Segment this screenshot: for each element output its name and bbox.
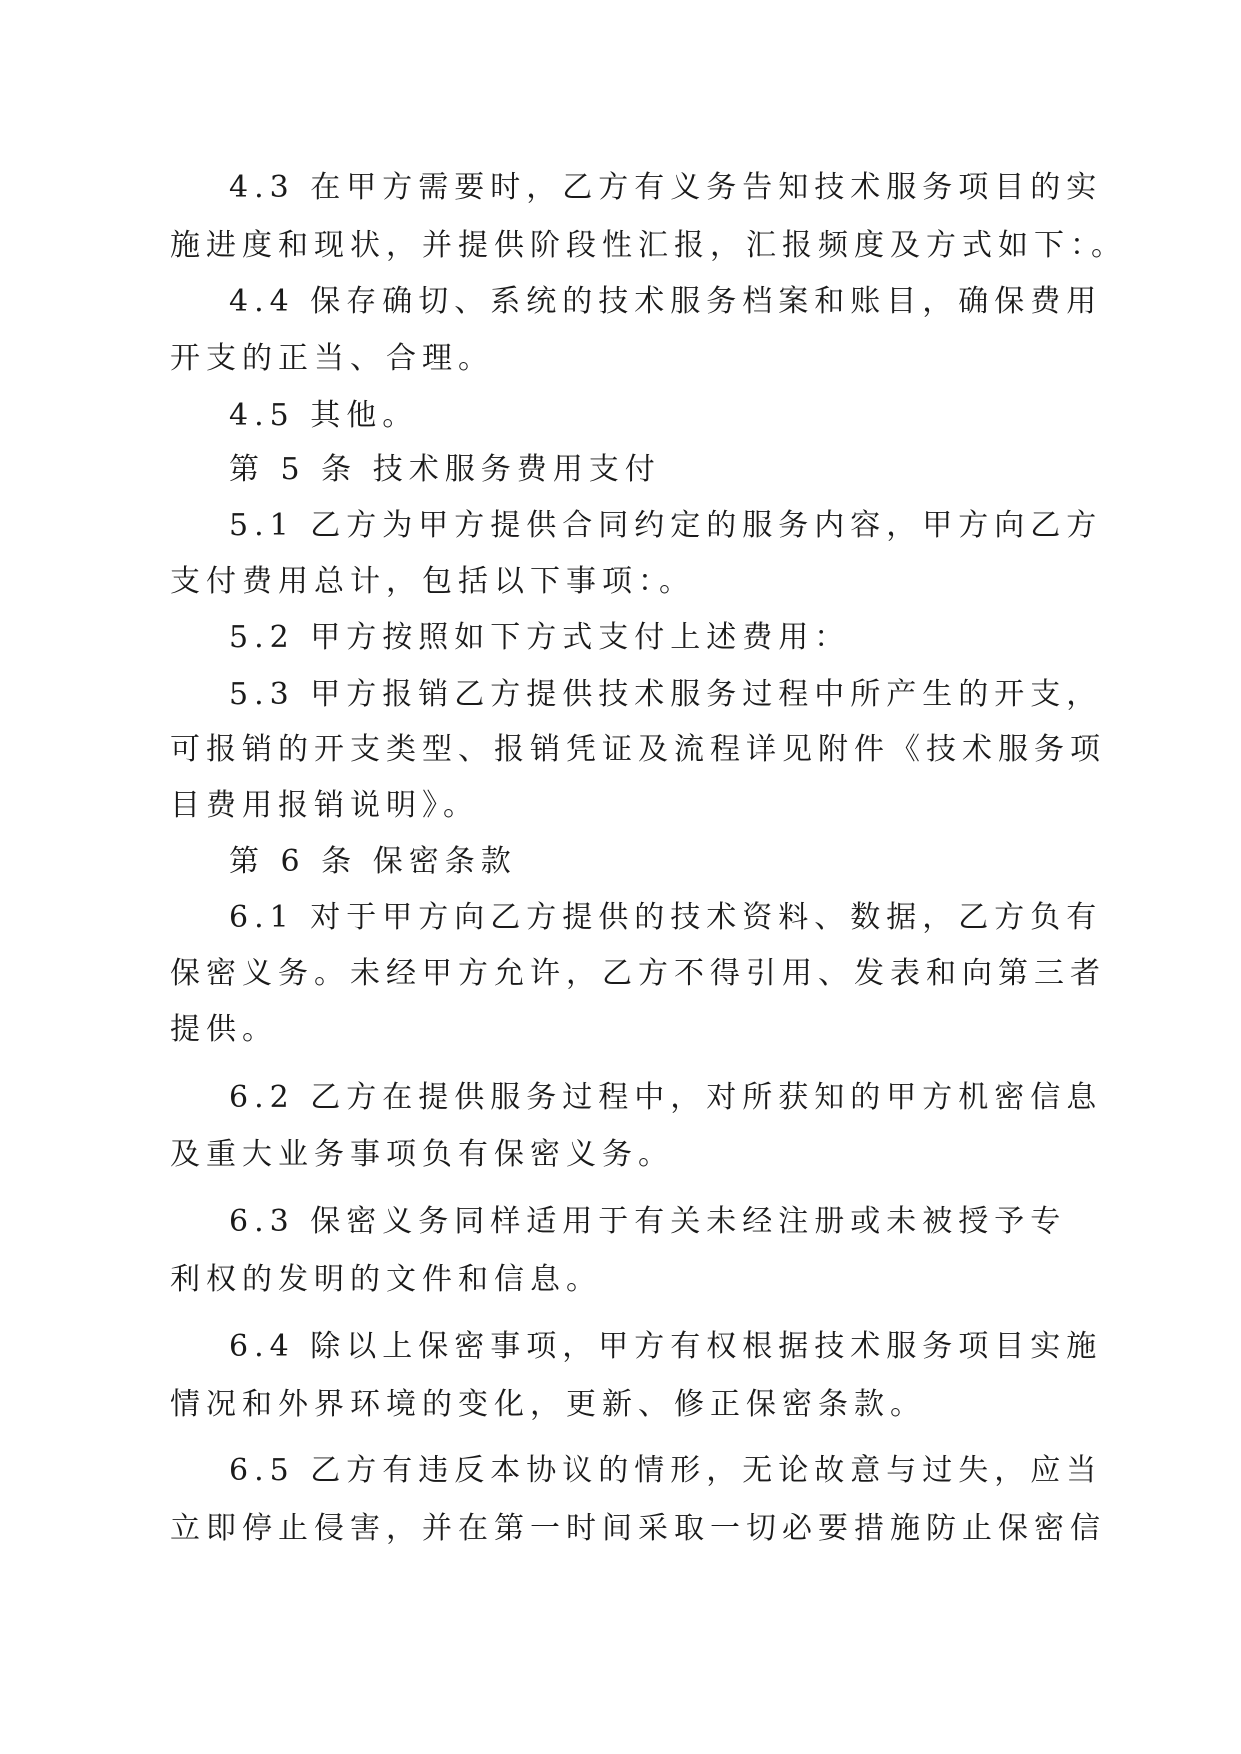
section-heading: 第 5 条 技术服务费用支付 xyxy=(229,452,661,487)
text-line: 情况和外界环境的变化，更新、修正保密条款。 xyxy=(170,1387,926,1422)
text-line: 目费用报销说明》。 xyxy=(170,788,479,823)
text-line: 5.2 甲方按照如下方式支付上述费用： xyxy=(229,620,851,655)
text-line: 6.4 除以上保密事项，甲方有权根据技术服务项目实施 xyxy=(229,1329,1103,1364)
text-line: 立即停止侵害，并在第一时间采取一切必要措施防止保密信 xyxy=(170,1511,1106,1546)
text-line: 可报销的开支类型、报销凭证及流程详见附件《技术服务项 xyxy=(170,732,1106,767)
text-line: 6.1 对于甲方向乙方提供的技术资料、数据，乙方负有 xyxy=(229,900,1103,935)
text-line: 5.1 乙方为甲方提供合同约定的服务内容，甲方向乙方 xyxy=(229,508,1103,543)
text-line: 4.5 其他。 xyxy=(229,398,419,433)
text-line: 及重大业务事项负有保密义务。 xyxy=(170,1137,674,1172)
text-line: 保密义务。未经甲方允许，乙方不得引用、发表和向第三者 xyxy=(170,956,1106,991)
text-line: 4.3 在甲方需要时，乙方有义务告知技术服务项目的实 xyxy=(229,170,1103,205)
text-line: 6.3 保密义务同样适用于有关未经注册或未被授予专 xyxy=(229,1204,1067,1239)
text-line: 利权的发明的文件和信息。 xyxy=(170,1262,602,1297)
text-line: 开支的正当、合理。 xyxy=(170,341,494,376)
text-line: 6.5 乙方有违反本协议的情形，无论故意与过失，应当 xyxy=(229,1453,1103,1488)
text-line: 提供。 xyxy=(170,1012,278,1047)
text-line: 5.3 甲方报销乙方提供技术服务过程中所产生的开支， xyxy=(229,677,1103,712)
text-line: 施进度和现状，并提供阶段性汇报，汇报频度及方式如下：。 xyxy=(170,228,1127,263)
section-heading: 第 6 条 保密条款 xyxy=(229,844,517,879)
text-line: 支付费用总计，包括以下事项：。 xyxy=(170,564,695,599)
text-line: 4.4 保存确切、系统的技术服务档案和账目，确保费用 xyxy=(229,284,1103,319)
text-line: 6.2 乙方在提供服务过程中，对所获知的甲方机密信息 xyxy=(229,1080,1103,1115)
